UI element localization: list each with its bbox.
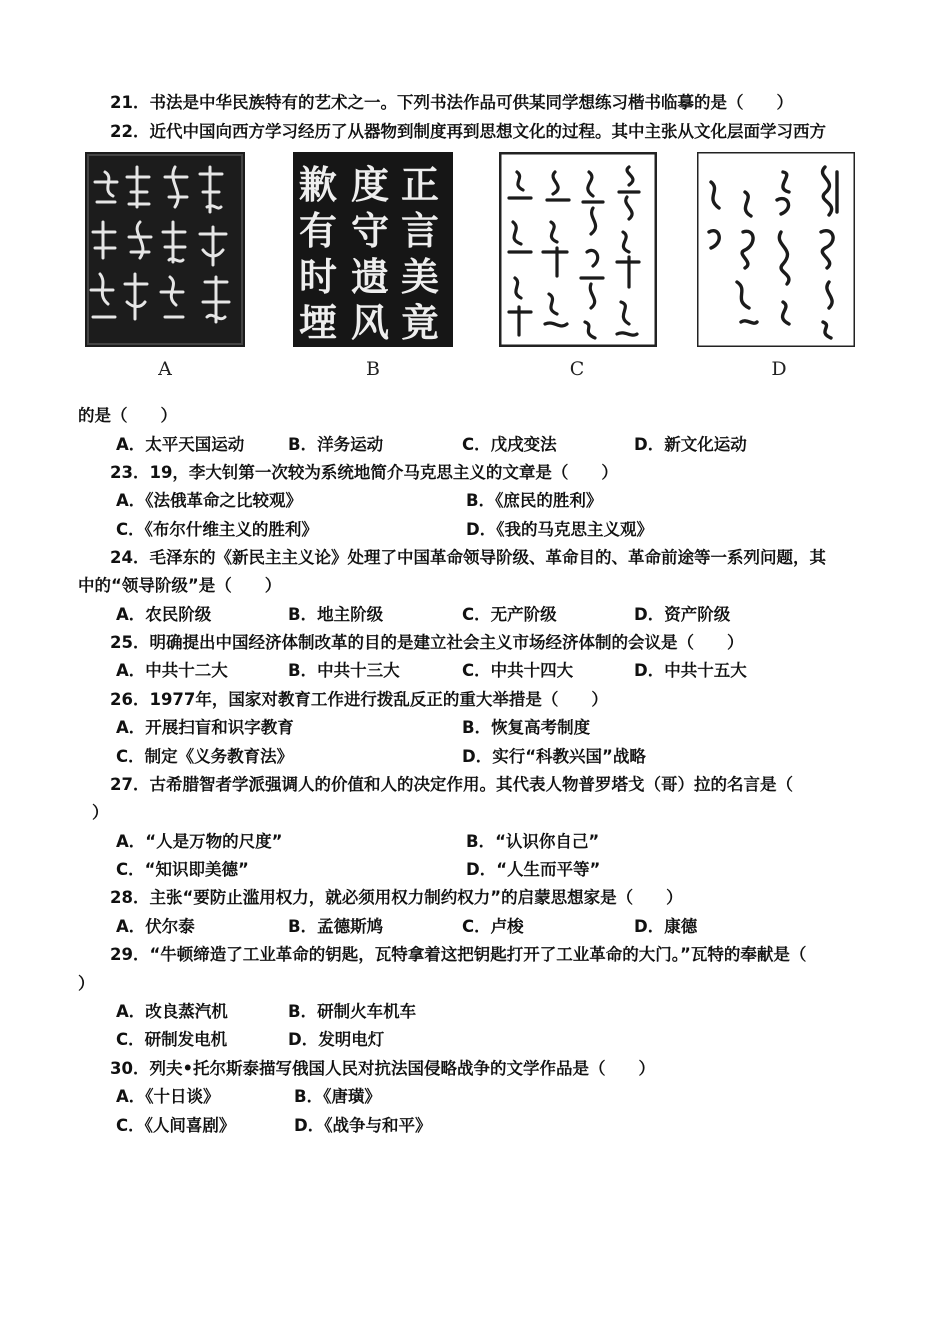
calligraphy-sample-d-label: D <box>771 358 787 380</box>
question-28: 28．主张“要防止滥用权力，就必须用权力制约权力”的启蒙思想家是（ ） <box>110 888 683 907</box>
calligraphy-sample-c-image[interactable] <box>499 152 657 347</box>
q23-option-c[interactable]: C．《布尔什维主义的胜利》 <box>116 520 318 539</box>
q25-option-c[interactable]: C．中共十四大 <box>462 661 574 680</box>
question-23: 23．19，李大钊第一次较为系统地简介马克思主义的文章是（ ） <box>110 463 618 482</box>
question-27-line1: 27．古希腊智者学派强调人的价值和人的决定作用。其代表人物普罗塔戈（哥）拉的名言是（ <box>110 775 793 794</box>
question-30: 30．列夫•托尔斯泰描写俄国人民对抗法国侵略战争的文学作品是（ ） <box>110 1059 656 1078</box>
q22-option-c[interactable]: C．戊戌变法 <box>462 435 557 454</box>
svg-text:度: 度 <box>351 162 390 207</box>
q29-option-b[interactable]: B．研制火车机车 <box>288 1002 417 1021</box>
q22-option-a[interactable]: A．太平天国运动 <box>116 435 245 454</box>
q25-option-d[interactable]: D．中共十五大 <box>634 661 747 680</box>
question-25: 25．明确提出中国经济体制改革的目的是建立社会主义市场经济体制的会议是（ ） <box>110 633 744 652</box>
q26-option-a[interactable]: A．开展扫盲和识字教育 <box>116 718 294 737</box>
question-24-line2: 中的“领导阶级”是（ ） <box>78 576 282 595</box>
q30-option-a[interactable]: A．《十日谈》 <box>116 1087 220 1106</box>
q24-option-a[interactable]: A．农民阶级 <box>116 605 212 624</box>
question-21: 21．书法是中华民族特有的艺术之一。下列书法作品可供某同学想练习楷书临摹的是（ ） <box>110 93 793 112</box>
q30-option-d[interactable]: D．《战争与和平》 <box>294 1116 432 1135</box>
svg-text:言: 言 <box>401 208 440 253</box>
svg-text:风: 风 <box>351 300 390 345</box>
calligraphy-sample-a-image[interactable] <box>85 152 245 347</box>
q28-option-d[interactable]: D．康德 <box>634 917 698 936</box>
q24-option-b[interactable]: B．地主阶级 <box>288 605 384 624</box>
question-22-line2: 的是（ ） <box>78 406 177 425</box>
q27-option-d[interactable]: D．“人生而平等” <box>466 860 601 879</box>
q27-option-c[interactable]: C．“知识即美德” <box>116 860 249 879</box>
q22-option-d[interactable]: D．新文化运动 <box>634 435 747 454</box>
q26-option-d[interactable]: D．实行“科教兴国”战略 <box>462 747 646 766</box>
q29-option-d[interactable]: D．发明电灯 <box>288 1030 385 1049</box>
question-26: 26．1977年，国家对教育工作进行拨乱反正的重大举措是（ ） <box>110 690 608 709</box>
question-29-line2: ） <box>78 974 95 993</box>
svg-text:歉: 歉 <box>299 162 338 207</box>
calligraphy-sample-b-image[interactable] <box>293 152 453 347</box>
svg-text:遗: 遗 <box>351 254 390 299</box>
svg-text:美: 美 <box>401 254 440 299</box>
q26-option-c[interactable]: C．制定《义务教育法》 <box>116 747 294 766</box>
calligraphy-sample-a-label: A <box>158 358 172 380</box>
q24-option-c[interactable]: C．无产阶级 <box>462 605 557 624</box>
q23-option-b[interactable]: B．《庶民的胜利》 <box>466 491 603 510</box>
calligraphy-sample-c-label: C <box>569 358 585 380</box>
q30-option-b[interactable]: B．《唐璜》 <box>294 1087 381 1106</box>
svg-text:有: 有 <box>299 208 338 253</box>
q28-option-c[interactable]: C．卢梭 <box>462 917 524 936</box>
q27-option-a[interactable]: A．“人是万物的尺度” <box>116 832 283 851</box>
q23-option-d[interactable]: D．《我的马克思主义观》 <box>466 520 653 539</box>
question-24-line1: 24．毛泽东的《新民主主义论》处理了中国革命领导阶级、革命目的、革命前途等一系列问题，其 <box>110 548 826 567</box>
svg-text:守: 守 <box>351 208 390 253</box>
svg-text:竟: 竟 <box>401 300 440 345</box>
q25-option-b[interactable]: B．中共十三大 <box>288 661 400 680</box>
svg-text:时: 时 <box>299 254 338 299</box>
calligraphy-sample-d-image[interactable] <box>697 152 855 347</box>
calligraphy-samples-figure <box>85 152 865 392</box>
svg-text:堙: 堙 <box>299 300 338 345</box>
q22-option-b[interactable]: B．洋务运动 <box>288 435 384 454</box>
q24-option-d[interactable]: D．资产阶级 <box>634 605 731 624</box>
q23-option-a[interactable]: A．《法俄革命之比较观》 <box>116 491 303 510</box>
question-22-line1: 22．近代中国向西方学习经历了从器物到制度再到思想文化的过程。其中主张从文化层面学习西方 <box>110 122 826 141</box>
q25-option-a[interactable]: A．中共十二大 <box>116 661 228 680</box>
q28-option-a[interactable]: A．伏尔泰 <box>116 917 195 936</box>
q30-option-c[interactable]: C．《人间喜剧》 <box>116 1116 236 1135</box>
q27-option-b[interactable]: B．“认识你自己” <box>466 832 600 851</box>
question-27-line2: ） <box>92 803 109 822</box>
q29-option-c[interactable]: C．研制发电机 <box>116 1030 228 1049</box>
question-29-line1: 29．“牛顿缔造了工业革命的钥匙，瓦特拿着这把钥匙打开了工业革命的大门。”瓦特的奉献是（ <box>110 945 807 964</box>
q26-option-b[interactable]: B．恢复高考制度 <box>462 718 591 737</box>
q29-option-a[interactable]: A．改良蒸汽机 <box>116 1002 228 1021</box>
calligraphy-sample-b-label: B <box>366 358 380 380</box>
svg-text:正: 正 <box>401 162 440 207</box>
q28-option-b[interactable]: B．孟德斯鸠 <box>288 917 384 936</box>
